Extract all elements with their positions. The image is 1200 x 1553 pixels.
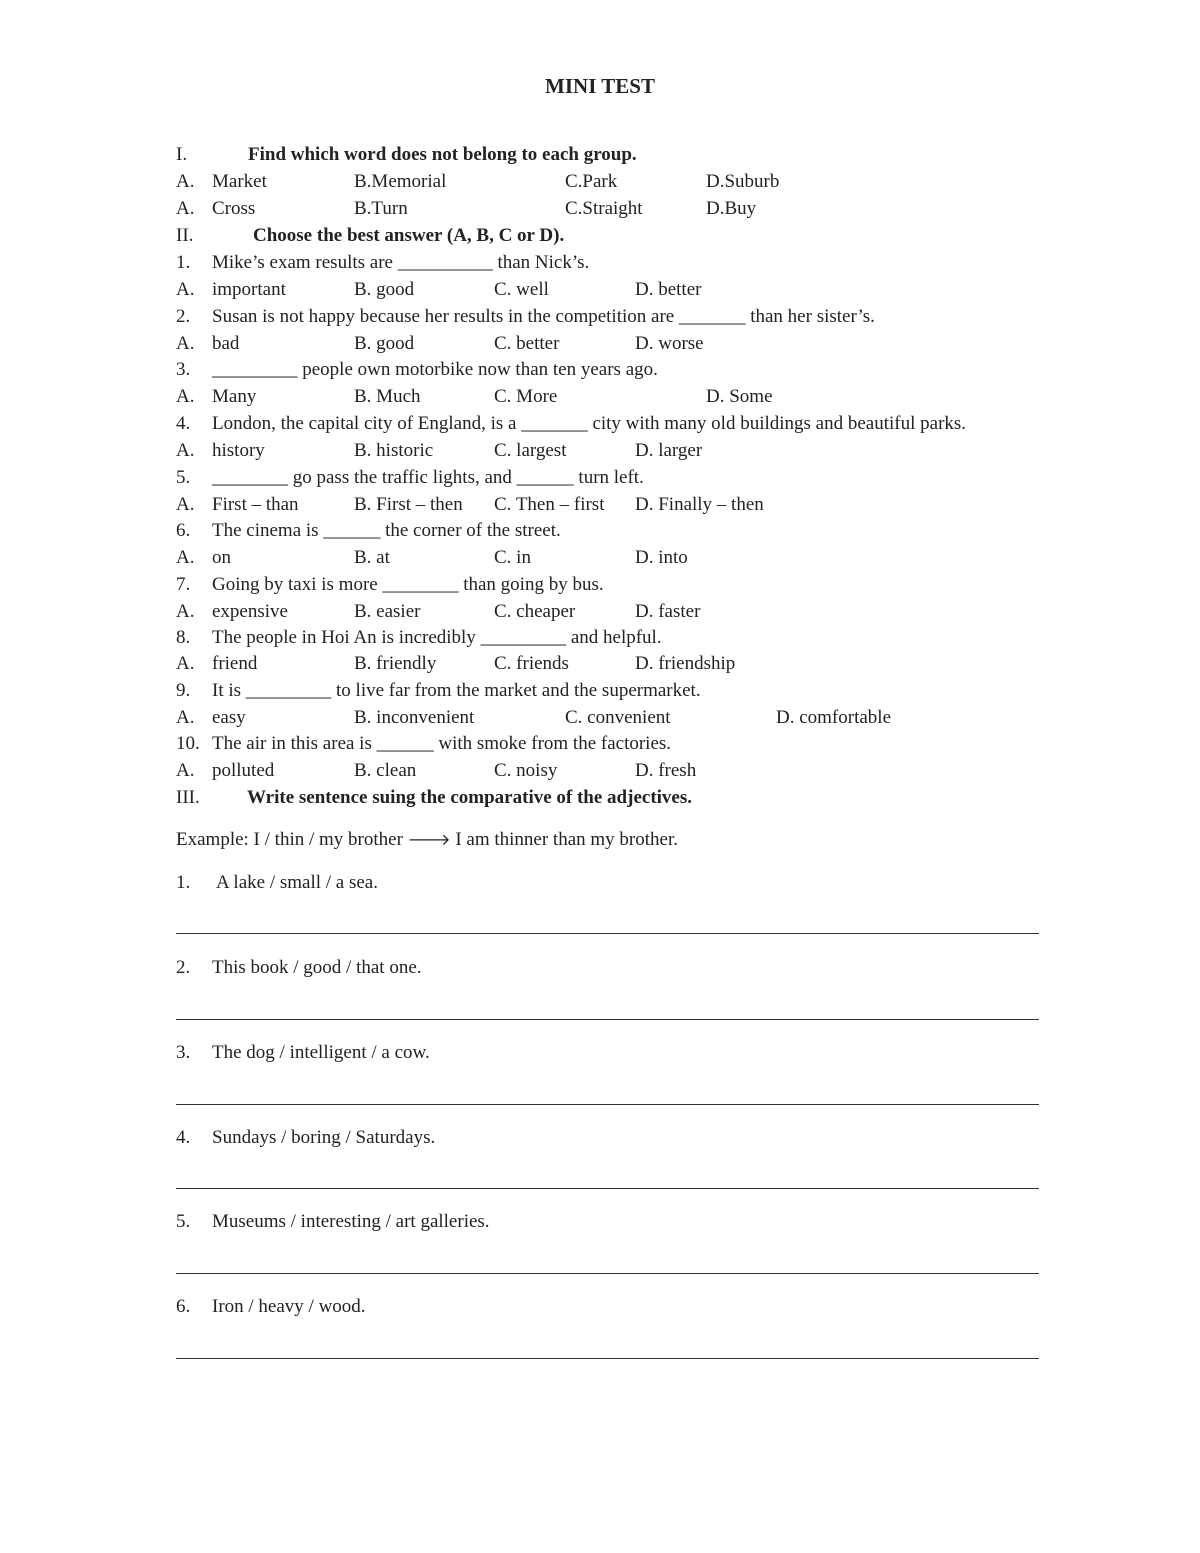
section-2-heading: Choose the best answer (A, B, C or D). (253, 225, 565, 246)
option-a: easy (212, 707, 246, 728)
option-a: First – than (212, 494, 299, 515)
arrow-right-icon: 🡒 (407, 830, 451, 849)
option-label: A. (176, 198, 195, 219)
option-label: A. (176, 760, 195, 781)
option-b: B. good (354, 279, 415, 300)
option-b: B. friendly (354, 653, 437, 674)
item-number: 3. (176, 1042, 191, 1063)
item-number: 1. (176, 872, 191, 893)
option-a: Many (212, 386, 257, 407)
option-label: A. (176, 386, 195, 407)
answer-line-2[interactable] (176, 1019, 1039, 1020)
item-text: Museums / interesting / art galleries. (212, 1211, 490, 1232)
answer-line-4[interactable] (176, 1188, 1039, 1189)
question-text: It is _________ to live far from the market and the supermarket. (212, 680, 701, 701)
option-d: D. better (635, 279, 702, 300)
option-c: C. well (494, 279, 549, 300)
option-a: Market (212, 171, 267, 192)
page-title: MINI TEST (545, 74, 655, 98)
option-c: C.Park (565, 171, 618, 192)
option-b: B. historic (354, 440, 434, 461)
option-label: A. (176, 547, 195, 568)
option-b: B. Much (354, 386, 421, 407)
question-text: Susan is not happy because her results in the competition are _______ than her sister’s. (212, 306, 875, 327)
question-number: 8. (176, 627, 191, 648)
section-2-number: II. (176, 225, 194, 246)
option-label: A. (176, 440, 195, 461)
option-c: C. largest (494, 440, 567, 461)
option-label: A. (176, 333, 195, 354)
answer-line-3[interactable] (176, 1104, 1039, 1105)
question-text: ________ go pass the traffic lights, and ______ turn left. (212, 467, 644, 488)
question-number: 7. (176, 574, 191, 595)
option-d: D. worse (635, 333, 704, 354)
question-number: 3. (176, 359, 191, 380)
question-number: 6. (176, 520, 191, 541)
option-b: B. at (354, 547, 390, 568)
option-d: D. faster (635, 601, 701, 622)
option-a: Cross (212, 198, 256, 219)
question-text: Going by taxi is more ________ than going by bus. (212, 574, 604, 595)
question-text: Mike’s exam results are __________ than Nick’s. (212, 252, 590, 273)
item-number: 2. (176, 957, 191, 978)
example-text (176, 826, 678, 853)
option-b: B. inconvenient (354, 707, 475, 728)
option-label: A. (176, 494, 195, 515)
option-label: A. (176, 171, 195, 192)
question-number: 4. (176, 413, 191, 434)
option-d: D. into (635, 547, 688, 568)
question-number: 9. (176, 680, 191, 701)
section-3-heading: Write sentence suing the comparative of the adjectives. (247, 787, 692, 808)
option-b: B.Memorial (354, 171, 447, 192)
option-d: D. Some (706, 386, 773, 407)
question-number: 5. (176, 467, 191, 488)
option-d: D. fresh (635, 760, 697, 781)
answer-line-1[interactable] (176, 933, 1039, 934)
option-c: C.Straight (565, 198, 643, 219)
section-1-heading: Find which word does not belong to each group. (248, 144, 637, 165)
option-a: on (212, 547, 231, 568)
option-a: friend (212, 653, 258, 674)
example-prefix: Example: I / thin / my brother (176, 829, 403, 850)
question-number: 2. (176, 306, 191, 327)
question-text: The air in this area is ______ with smoke from the factories. (212, 733, 672, 754)
option-a: history (212, 440, 265, 461)
option-label: A. (176, 707, 195, 728)
option-b: B. clean (354, 760, 417, 781)
example-answer: I am thinner than my brother. (455, 829, 678, 850)
item-number: 5. (176, 1211, 191, 1232)
section-3-number: III. (176, 787, 200, 808)
question-text: The cinema is ______ the corner of the street. (212, 520, 561, 541)
question-text: London, the capital city of England, is a _______ city with many old buildings and beautiful parks. (212, 413, 967, 434)
option-d: D. friendship (635, 653, 736, 674)
option-label: A. (176, 279, 195, 300)
item-text: The dog / intelligent / a cow. (212, 1042, 430, 1063)
option-a: expensive (212, 601, 288, 622)
option-b: B. First – then (354, 494, 463, 515)
answer-line-6[interactable] (176, 1358, 1039, 1359)
option-d: D. comfortable (776, 707, 892, 728)
section-1-number: I. (176, 144, 188, 165)
option-a: bad (212, 333, 240, 354)
item-text: Iron / heavy / wood. (212, 1296, 366, 1317)
option-c: C. better (494, 333, 560, 354)
option-d: D.Buy (706, 198, 757, 219)
question-text: _________ people own motorbike now than ten years ago. (212, 359, 658, 380)
option-b: B.Turn (354, 198, 408, 219)
option-c: C. More (494, 386, 558, 407)
item-text: Sundays / boring / Saturdays. (212, 1127, 436, 1148)
option-d: D. larger (635, 440, 703, 461)
item-number: 4. (176, 1127, 191, 1148)
option-label: A. (176, 653, 195, 674)
option-b: B. easier (354, 601, 421, 622)
option-c: C. noisy (494, 760, 558, 781)
question-number: 1. (176, 252, 191, 273)
option-a: important (212, 279, 286, 300)
option-label: A. (176, 601, 195, 622)
option-c: C. in (494, 547, 531, 568)
answer-line-5[interactable] (176, 1273, 1039, 1274)
question-number: 10. (176, 733, 200, 754)
question-text: The people in Hoi An is incredibly _________ and helpful. (212, 627, 662, 648)
option-b: B. good (354, 333, 415, 354)
option-c: C. convenient (565, 707, 671, 728)
option-a: polluted (212, 760, 275, 781)
option-c: C. friends (494, 653, 569, 674)
item-text: A lake / small / a sea. (216, 872, 378, 893)
option-d: D. Finally – then (635, 494, 764, 515)
option-c: C. Then – first (494, 494, 605, 515)
item-number: 6. (176, 1296, 191, 1317)
item-text: This book / good / that one. (212, 957, 422, 978)
option-d: D.Suburb (706, 171, 780, 192)
option-c: C. cheaper (494, 601, 576, 622)
